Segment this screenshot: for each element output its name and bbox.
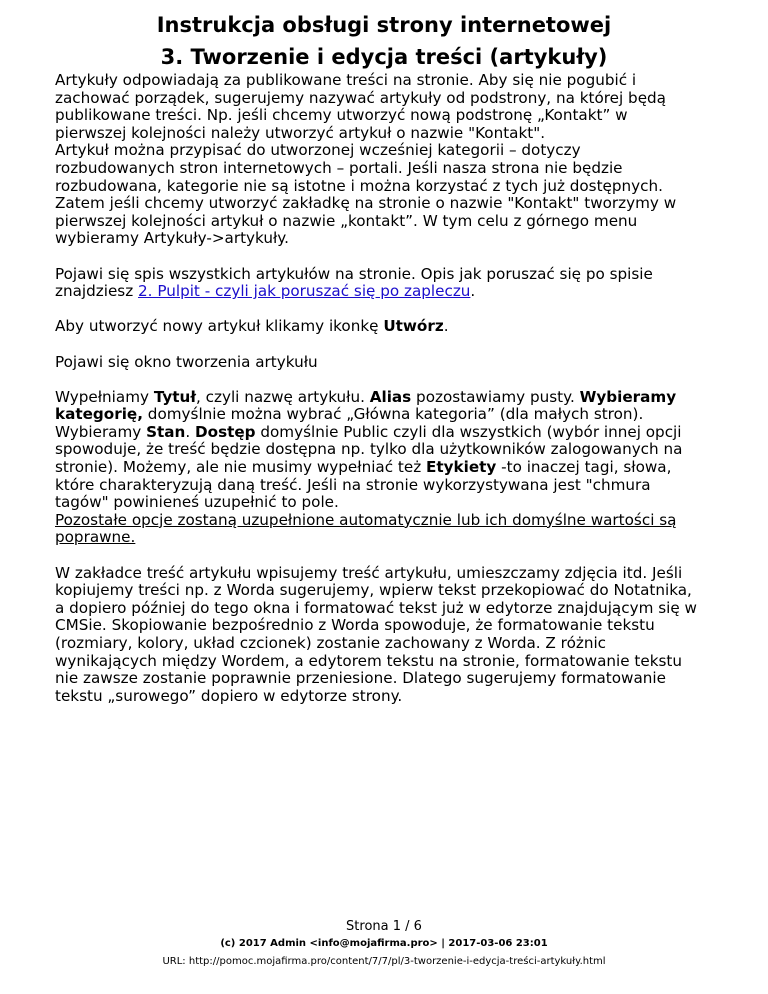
bold-term-state: Stan <box>146 422 186 441</box>
text-fragment: Wybieramy <box>55 422 147 441</box>
text-line: znajdziesz <box>55 282 139 301</box>
text-line: (rozmiary, kolory, układ czcionek) zostanie zachowany z Worda. Z różnic <box>55 634 607 652</box>
text-fragment: -to inaczej tagi, słowa, <box>496 458 672 477</box>
text-line: a dopiero później do tego okna i formatować tekst już w edytorze znajdującym się w <box>55 598 697 617</box>
text-line: wybieramy Artykuły->artykuły. <box>55 229 289 248</box>
text-fragment: . <box>185 422 196 441</box>
text-line: pierwszej kolejności należy utworzyć artykuł o nazwie "Kontakt". <box>55 123 546 142</box>
footer-copyright: (c) 2017 Admin <info@mojafirma.pro> | 2017-03-06 23:01 <box>220 938 548 949</box>
page-number: Strona 1 / 6 <box>346 919 422 934</box>
footer-url: URL: http://pomoc.mojafirma.pro/content/7/7/pl/3-tworzenie-i-edycja-treści-artykuły.html <box>162 956 606 967</box>
section-title: 3. Tworzenie i edycja treści (artykuły) <box>160 45 608 69</box>
text-line: tagów" powinieneś uzupełnić to pole. <box>55 493 339 512</box>
text-fragment: Wypełniamy <box>55 387 154 406</box>
paragraph-gap <box>55 248 715 266</box>
bold-term-category: kategorię, <box>55 405 143 424</box>
text-line: Aby utworzyć nowy artykuł klikamy ikonkę <box>55 317 384 336</box>
pulpit-help-link[interactable]: 2. Pulpit - czyli jak poruszać się po zapleczu <box>138 282 471 301</box>
underlined-note: poprawne. <box>55 528 136 547</box>
text-line: . <box>470 282 476 301</box>
text-fragment: domyślnie Public czyli dla wszystkich (wybór innej opcji <box>255 422 682 441</box>
text-line: spowoduje, że treść będzie dostępna np. tylko dla użytkowników zalogowanych na <box>55 440 683 459</box>
bold-term-tags: Etykiety <box>426 458 497 477</box>
text-line: CMSie. Skopiowanie bezpośrednio z Worda spowoduje, że formatowanie tekstu <box>55 616 655 635</box>
text-line: zachować porządek, sugerujemy nazywać artykuły od podstrony, na której będą <box>55 88 666 107</box>
paragraph-gap <box>55 547 715 565</box>
text-line: Artykuł można przypisać do utworzonej wcześniej kategorii – dotyczy <box>55 141 581 160</box>
paragraph-fields <box>55 389 715 547</box>
paragraph-window <box>55 354 715 372</box>
text-fragment: , czyli nazwę artykułu. <box>195 387 370 406</box>
paragraph-gap <box>55 371 715 389</box>
text-line: które charakteryzują daną treść. Jeśli na stronie wykorzystywana jest "chmura <box>55 475 651 494</box>
paragraph-gap <box>55 301 715 319</box>
paragraph-create <box>55 318 715 336</box>
paragraph-intro <box>55 72 715 248</box>
text-line: pierwszej kolejności artykuł o nazwie „kontakt”. W tym celu z górnego menu <box>55 211 638 230</box>
text-line: Zatem jeśli chcemy utworzyć zakładkę na stronie o nazwie "Kontakt" tworzymy w <box>55 194 677 213</box>
text-fragment: domyślnie można wybrać „Główna kategoria” (dla małych stron). <box>142 405 644 424</box>
text-line: publikowane treści. Np. jeśli chcemy utworzyć nową podstronę „Kontakt” w <box>55 106 628 125</box>
bold-term-create: Utwórz <box>383 317 444 336</box>
underlined-note: Pozostałe opcje zostaną uzupełnione automatycznie lub ich domyślne wartości są <box>55 510 677 529</box>
text-line: Pojawi się okno tworzenia artykułu <box>55 352 318 371</box>
text-line: rozbudowana, kategorie nie są istotne i można korzystać z tych już dostępnych. <box>55 176 663 195</box>
bold-term-title: Tytuł <box>153 387 196 406</box>
paragraph-content-tab <box>55 565 715 706</box>
text-line: rozbudowanych stron internetowych – portali. Jeśli nasza strona nie będzie <box>55 158 623 177</box>
bold-term-alias: Alias <box>369 387 412 406</box>
bold-term-access: Dostęp <box>195 422 256 441</box>
text-fragment: stronie). Możemy, ale nie musimy wypełniać też <box>55 458 427 477</box>
bold-term-choose: Wybieramy <box>579 387 677 406</box>
paragraph-list <box>55 266 715 301</box>
text-line: . <box>443 317 449 336</box>
text-line: Artykuły odpowiadają za publikowane treści na stronie. Aby się nie pogubić i <box>55 71 637 89</box>
text-line: kopiujemy treści np. z Worda sugerujemy, wpierw tekst przekopiować do Notatnika, <box>55 581 692 600</box>
document-title: Instrukcja obsługi strony internetowej <box>156 13 612 37</box>
text-line: wynikających między Wordem, a edytorem tekstu na stronie, formatowanie tekstu <box>55 651 682 670</box>
text-line: nie zawsze zostanie poprawnie przeniesione. Dlatego sugerujemy formatowanie <box>55 669 666 688</box>
text-line: W zakładce treść artykułu wpisujemy treść artykułu, umieszczamy zdjęcia itd. Jeśli <box>55 563 683 582</box>
paragraph-gap <box>55 336 715 354</box>
text-fragment: pozostawiamy pusty. <box>411 387 580 406</box>
text-line: Pojawi się spis wszystkich artykułów na stronie. Opis jak poruszać się po spisie <box>55 264 653 283</box>
article-body <box>55 72 715 705</box>
text-line: tekstu „surowego” dopiero w edytorze strony. <box>55 686 403 705</box>
